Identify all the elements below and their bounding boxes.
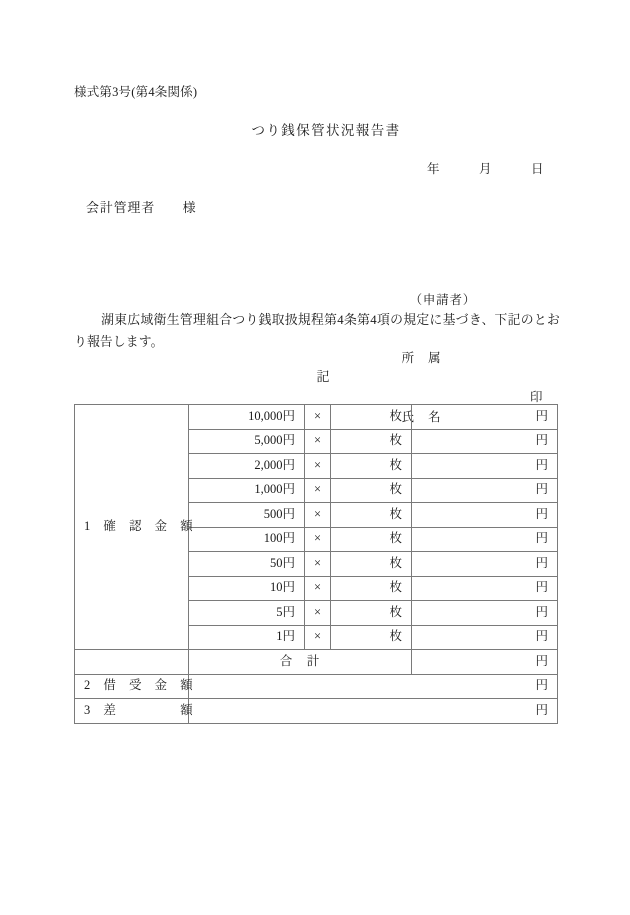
denomination-cell: 1円: [189, 625, 305, 650]
multiply-icon: ×: [305, 429, 331, 454]
denomination-cell: 50円: [189, 552, 305, 577]
denomination-cell: 2,000円: [189, 454, 305, 479]
seal-label: 印: [530, 390, 544, 404]
sheet-count-cell[interactable]: 枚: [331, 576, 412, 601]
denomination-cell: 500円: [189, 503, 305, 528]
section-label-borrowed-amount: 2 借 受 金 額: [75, 674, 189, 699]
denomination-cell: 10円: [189, 576, 305, 601]
amount-cell[interactable]: 円: [412, 503, 558, 528]
page-title: つり銭保管状況報告書: [251, 123, 401, 138]
denomination-cell: 10,000円: [189, 405, 305, 430]
table-row-total: [75, 650, 558, 675]
amount-cell[interactable]: 円: [412, 429, 558, 454]
multiply-icon: ×: [305, 454, 331, 479]
sheet-count-cell[interactable]: 枚: [331, 601, 412, 626]
borrowed-amount-cell[interactable]: 円: [189, 674, 558, 699]
sheet-count-cell[interactable]: 枚: [331, 503, 412, 528]
section-label-difference: 3 差 額: [75, 699, 189, 724]
body-paragraph: 湖東広域衛生管理組合つり銭取扱規程第4条第4項の規定に基づき、下記のとおり報告します。: [74, 313, 560, 349]
sheet-count-cell[interactable]: 枚: [331, 478, 412, 503]
total-amount-cell[interactable]: 円: [412, 650, 558, 675]
table-row-difference: [75, 699, 558, 724]
denomination-cell: 1,000円: [189, 478, 305, 503]
denomination-cell: 100円: [189, 527, 305, 552]
amount-cell[interactable]: 円: [412, 625, 558, 650]
applicant-heading-row: [378, 271, 477, 307]
multiply-icon: ×: [305, 576, 331, 601]
affiliation-label: 所 属: [401, 351, 442, 365]
date-line: 年 月 日: [426, 162, 544, 176]
multiply-icon: ×: [305, 625, 331, 650]
multiply-icon: ×: [305, 478, 331, 503]
table-body: [75, 405, 558, 724]
difference-amount-cell[interactable]: 円: [189, 699, 558, 724]
multiply-icon: ×: [305, 601, 331, 626]
multiply-icon: ×: [305, 527, 331, 552]
table-row-borrowed: [75, 674, 558, 699]
sheet-count-cell[interactable]: 枚: [331, 552, 412, 577]
total-label: 合 計: [189, 650, 412, 675]
section-label-confirmed-amount: 1 確 認 金 額: [75, 405, 189, 650]
total-row-spacer: [75, 650, 189, 675]
denomination-cell: 5円: [189, 601, 305, 626]
sheet-count-cell[interactable]: 枚: [331, 405, 412, 430]
amount-cell[interactable]: 円: [412, 601, 558, 626]
table-row: [75, 405, 558, 430]
addressee-line: 会計管理者 様: [86, 200, 197, 215]
denomination-cell: 5,000円: [189, 429, 305, 454]
cash-count-table: [74, 404, 558, 724]
ki-marker: 記: [316, 369, 330, 384]
form-number: 様式第3号(第4条関係): [74, 85, 198, 99]
multiply-icon: ×: [305, 552, 331, 577]
name-label: 氏 名: [401, 409, 442, 424]
sheet-count-cell[interactable]: 枚: [331, 625, 412, 650]
amount-cell[interactable]: 円: [412, 527, 558, 552]
amount-cell[interactable]: 円: [412, 454, 558, 479]
amount-cell[interactable]: 円: [412, 405, 558, 430]
amount-cell[interactable]: 円: [412, 552, 558, 577]
multiply-icon: ×: [305, 503, 331, 528]
sheet-count-cell[interactable]: 枚: [331, 527, 412, 552]
multiply-icon: ×: [305, 405, 331, 430]
sheet-count-cell[interactable]: 枚: [331, 429, 412, 454]
amount-cell[interactable]: 円: [412, 576, 558, 601]
amount-cell[interactable]: 円: [412, 478, 558, 503]
sheet-count-cell[interactable]: 枚: [331, 454, 412, 479]
applicant-heading: （申請者）: [409, 292, 477, 307]
